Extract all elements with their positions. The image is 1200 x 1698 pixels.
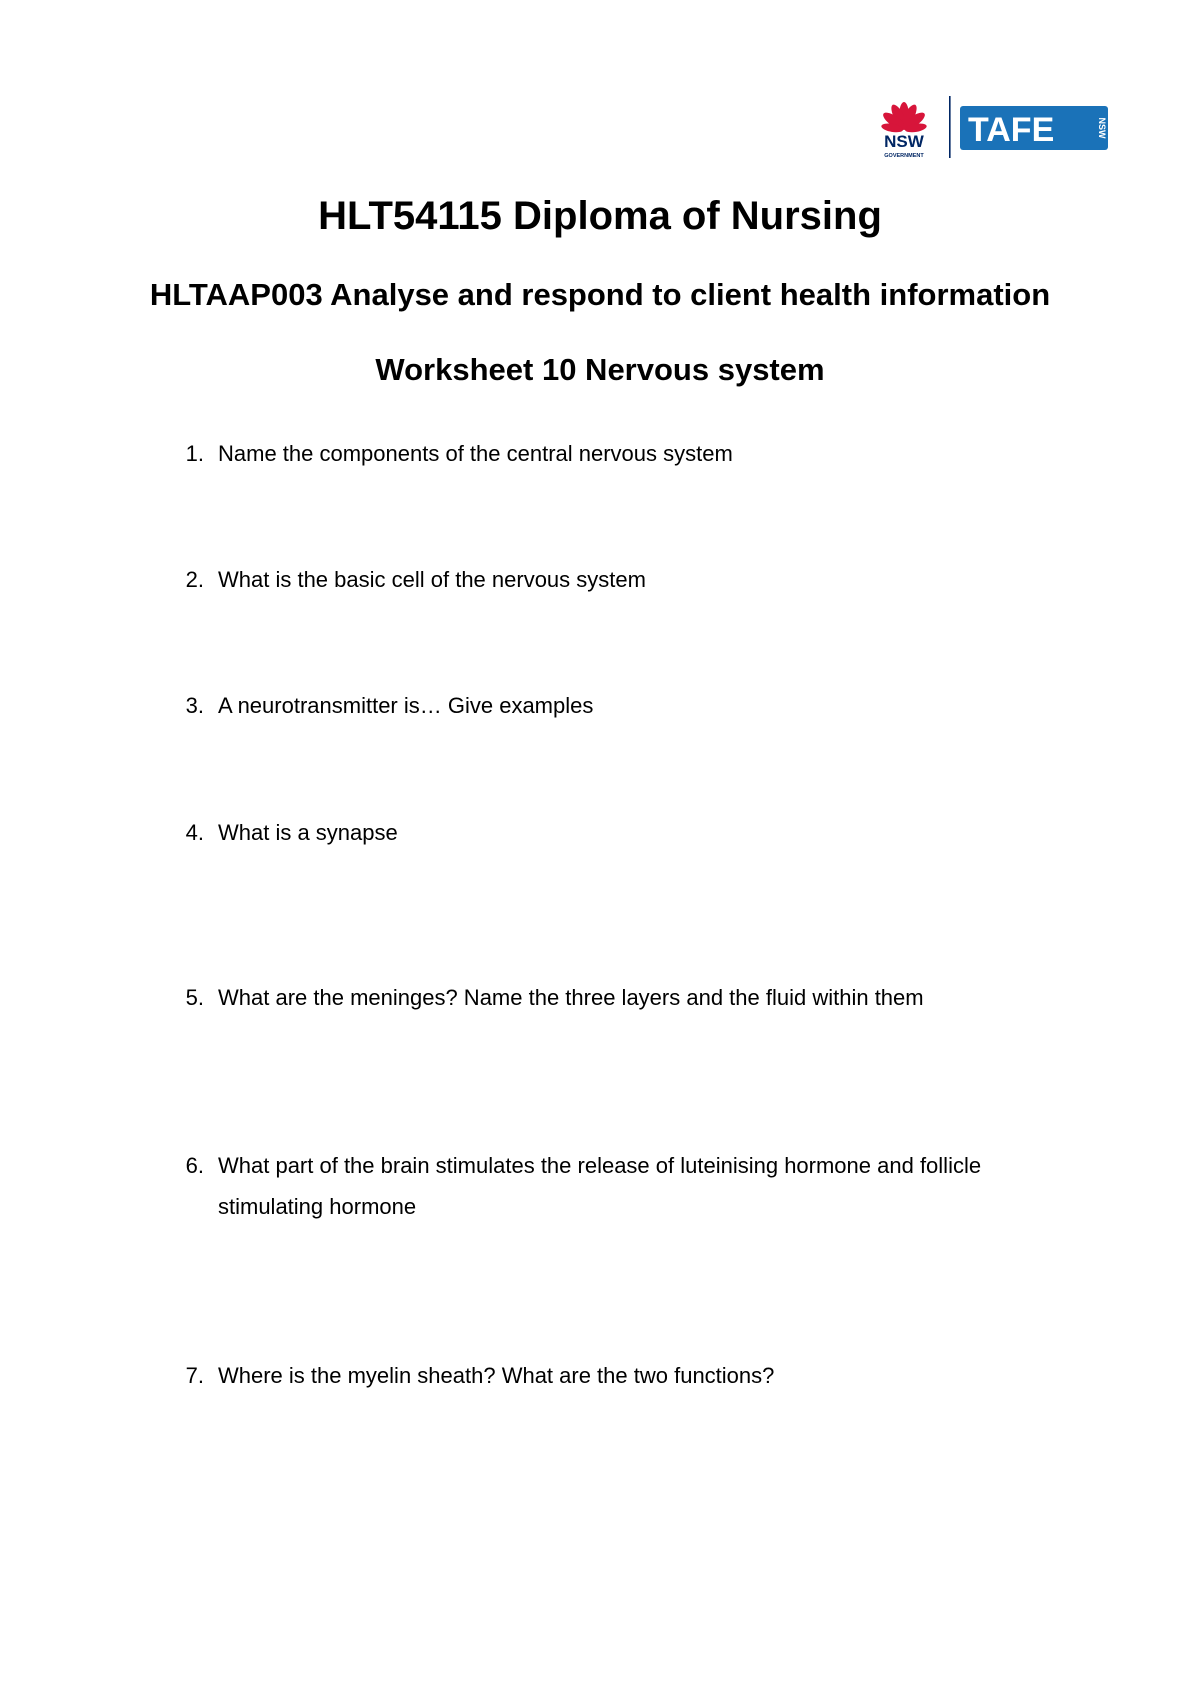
question-text: What are the meninges? Name the three layers and the fluid within them [218,985,924,1010]
question-number: 1. [185,441,204,466]
waratah-flower-icon [881,102,928,134]
tafe-wordmark: TAFE [968,111,1055,149]
course-title: HLT54115 Diploma of Nursing [318,194,882,238]
question-number: 3. [185,693,204,718]
logo-divider [949,96,951,158]
question-text: Name the components of the central nervous system [218,441,733,466]
question-number: 5. [185,985,204,1010]
question-text: What is a synapse [218,820,398,845]
worksheet-title: Worksheet 10 Nervous system [375,352,825,387]
question-text: What is the basic cell of the nervous system [218,567,646,592]
question-number: 7. [185,1363,204,1388]
nsw-wordmark: NSW [884,132,924,151]
question-number: 4. [185,820,204,845]
unit-title: HLTAAP003 Analyse and respond to client health information [149,277,1051,312]
question-number: 6. [185,1153,204,1178]
question-text: What part of the brain stimulates the release of luteinising hormone and follicle stimulating hormone [218,1153,982,1219]
question-text: A neurotransmitter is… Give examples [218,693,594,718]
tafe-nsw-label: NSW [1097,117,1107,139]
question-text: Where is the myelin sheath? What are the two functions? [218,1363,775,1388]
nsw-government-label: GOVERNMENT [884,153,924,159]
question-number: 2. [185,567,204,592]
nsw-tafe-logo [866,92,1116,164]
